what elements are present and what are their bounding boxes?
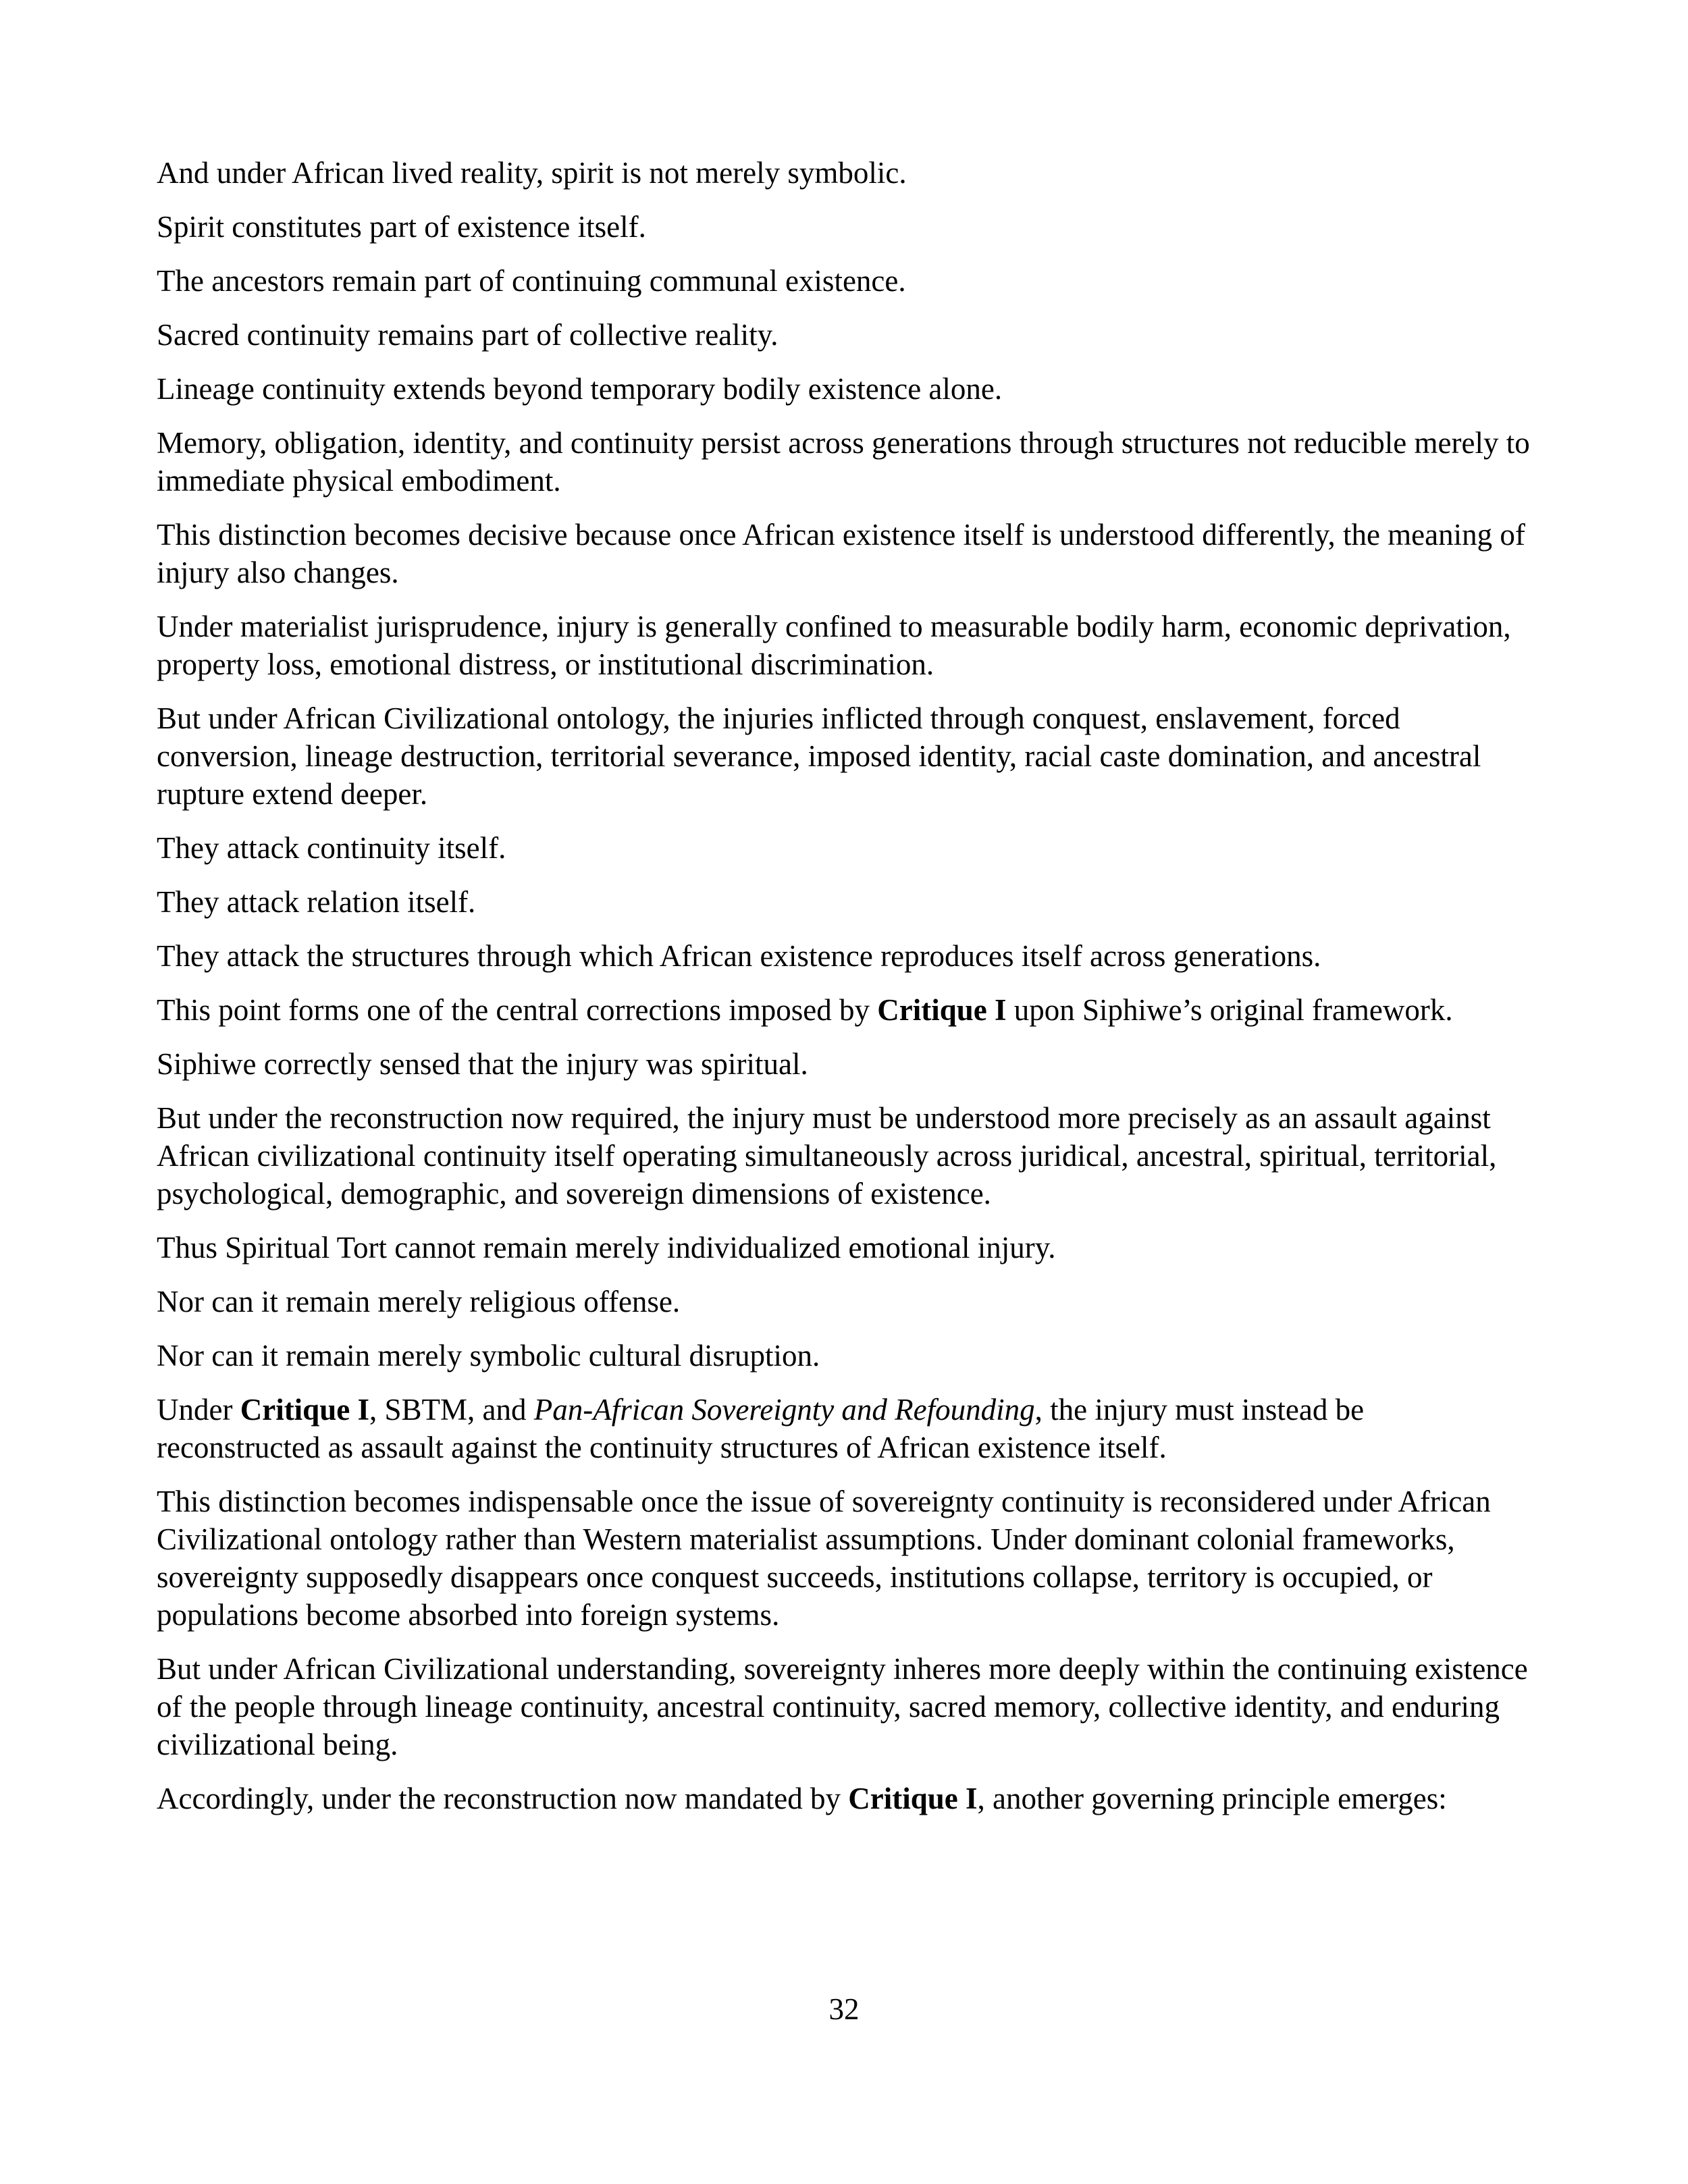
paragraph <box>157 208 1534 246</box>
bold-text: Critique I <box>877 993 1007 1027</box>
text-run: They attack the structures through which African existence reproduces itself across generations. <box>157 939 1321 973</box>
paragraph <box>157 699 1534 813</box>
paragraph <box>157 1099 1534 1213</box>
text-run: , the injury must instead be reconstructed as assault against the continuity structures of African existence itself. <box>157 1393 1365 1464</box>
paragraph <box>157 262 1534 300</box>
italic-text: Pan-African Sovereignty and Refounding <box>533 1393 1035 1427</box>
text-run: This distinction becomes indispensable once the issue of sovereignty continuity is reconsidered under African Civilizational ontology rather than Western materialist assumptions. Under dominant colonial frameworks, sovereignty supposedly disappears once conquest succeeds, institutions collapse, territory is occupied, or populations become absorbed into foreign systems. <box>157 1485 1491 1632</box>
paragraph <box>157 1283 1534 1321</box>
paragraph <box>157 516 1534 591</box>
paragraph <box>157 1229 1534 1267</box>
text-run: Thus Spiritual Tort cannot remain merely individualized emotional injury. <box>157 1231 1056 1264</box>
text-run: They attack relation itself. <box>157 885 476 919</box>
bold-text: Critique I <box>848 1782 978 1815</box>
text-run: Lineage continuity extends beyond temporary bodily existence alone. <box>157 372 1003 406</box>
text-run: , SBTM, and <box>369 1393 534 1427</box>
paragraph <box>157 1045 1534 1083</box>
text-run: Siphiwe correctly sensed that the injury was spiritual. <box>157 1047 808 1081</box>
text-run: They attack continuity itself. <box>157 831 506 865</box>
text-run: But under African Civilizational understanding, sovereignty inheres more deeply within the continuing existence of the people through lineage continuity, ancestral continuity, sacred memory, collective identity, and enduring civilizational being. <box>157 1652 1528 1761</box>
text-run: This distinction becomes decisive because once African existence itself is understood differently, the meaning of injury also changes. <box>157 518 1525 589</box>
text-run: Nor can it remain merely religious offense. <box>157 1285 681 1319</box>
page-number: 32 <box>828 1992 860 2026</box>
paragraph <box>157 829 1534 867</box>
paragraph <box>157 316 1534 354</box>
paragraph <box>157 154 1534 192</box>
text-run: Under materialist jurisprudence, injury is generally confined to measurable bodily harm, economic deprivation, property loss, emotional distress, or institutional discrimination. <box>157 610 1511 681</box>
text-run: Nor can it remain merely symbolic cultural disruption. <box>157 1339 820 1373</box>
text-run: , another governing principle emerges: <box>977 1782 1447 1815</box>
bold-text: Critique I <box>240 1393 369 1427</box>
text-run: Spirit constitutes part of existence itself. <box>157 210 646 244</box>
paragraph <box>157 608 1534 683</box>
paragraph <box>157 1391 1534 1466</box>
paragraph <box>157 937 1534 975</box>
paragraph <box>157 424 1534 500</box>
text-run: Under <box>157 1393 240 1427</box>
text-run: Sacred continuity remains part of collective reality. <box>157 318 779 352</box>
text-run: Memory, obligation, identity, and continuity persist across generations through structures not reducible merely to immediate physical embodiment. <box>157 426 1530 498</box>
text-run: But under the reconstruction now required, the injury must be understood more precisely as an assault against African civilizational continuity itself operating simultaneously across juridical, ancestral, spiritual, territorial, psychological, demographic, and sovereign dimensions of existence. <box>157 1101 1497 1210</box>
text-run: But under African Civilizational ontology, the injuries inflicted through conquest, enslavement, forced conversion, lineage destruction, territorial severance, imposed identity, racial caste domination, and ancestral rupture extend deeper. <box>157 701 1481 811</box>
paragraph <box>157 1780 1534 1817</box>
text-run: Accordingly, under the reconstruction now mandated by <box>157 1782 849 1815</box>
paragraph <box>157 1650 1534 1763</box>
text-run: The ancestors remain part of continuing communal existence. <box>157 264 906 298</box>
text-run: This point forms one of the central corrections imposed by <box>157 993 878 1027</box>
text-run: And under African lived reality, spirit is not merely symbolic. <box>157 156 907 190</box>
paragraph <box>157 370 1534 408</box>
text-run: upon Siphiwe’s original framework. <box>1006 993 1453 1027</box>
document-body <box>157 154 1534 1834</box>
paragraph <box>157 883 1534 921</box>
paragraph <box>157 991 1534 1029</box>
paragraph <box>157 1483 1534 1634</box>
paragraph <box>157 1337 1534 1375</box>
